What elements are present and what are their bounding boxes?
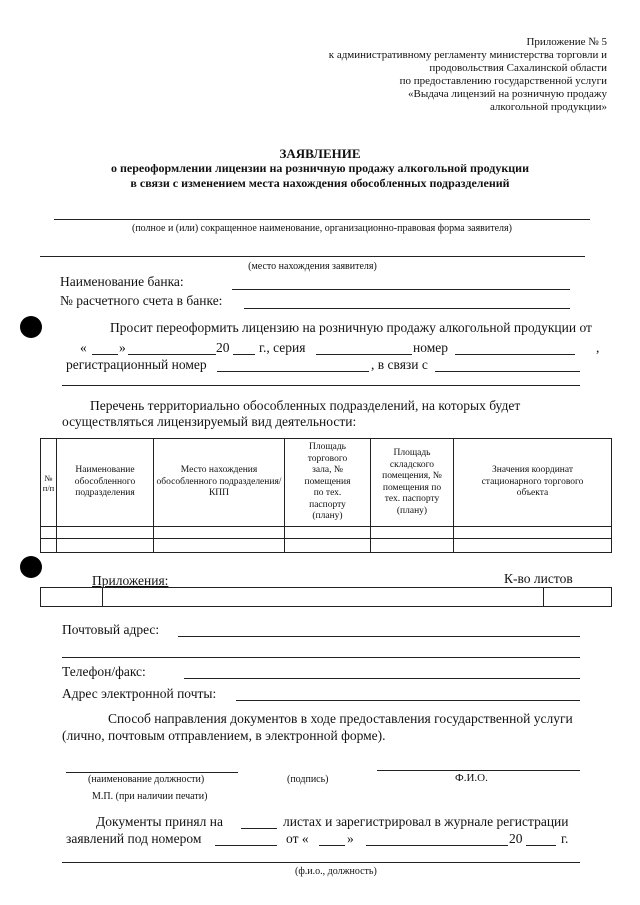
list-intro-line: Перечень территориально обособленных подразделений, на которых будет bbox=[90, 398, 521, 413]
table-cell[interactable] bbox=[285, 539, 371, 553]
title-main: ЗАЯВЛЕНИЕ bbox=[279, 146, 361, 161]
acceptor-caption: (ф.и.о., должность) bbox=[295, 866, 377, 877]
due-to-label: , в связи с bbox=[371, 357, 428, 372]
bank-field[interactable] bbox=[232, 289, 570, 290]
email-label: Адрес электронной почты: bbox=[62, 686, 217, 701]
appendix-line: Приложение № 5 bbox=[526, 36, 607, 48]
appendix-line: алкогольной продукции» bbox=[489, 101, 607, 113]
position-field[interactable] bbox=[66, 772, 238, 773]
bank-label: Наименование банка: bbox=[60, 274, 184, 289]
table-row[interactable] bbox=[41, 588, 612, 607]
reg-journal-number-field[interactable] bbox=[215, 845, 277, 846]
acceptance-year-field[interactable] bbox=[526, 845, 556, 846]
series-label: г., серия bbox=[259, 340, 306, 355]
postal-field-cont[interactable] bbox=[62, 657, 580, 658]
account-field[interactable] bbox=[244, 308, 570, 309]
table-cell[interactable] bbox=[154, 539, 285, 553]
col-header: Место нахождения обособленного подразделения/КПП bbox=[154, 439, 285, 527]
quote-open: « bbox=[80, 340, 87, 355]
reg-number-label: регистрационный номер bbox=[66, 357, 207, 372]
phone-field[interactable] bbox=[184, 678, 580, 679]
table-cell[interactable] bbox=[371, 527, 454, 539]
postal-field[interactable] bbox=[178, 636, 580, 637]
phone-label: Телефон/факс: bbox=[62, 664, 146, 679]
col-header: Наименование обособленного подразделения bbox=[57, 439, 154, 527]
table-cell[interactable] bbox=[285, 527, 371, 539]
table-cell[interactable] bbox=[41, 539, 57, 553]
appendix-header bbox=[307, 36, 607, 114]
license-month-field[interactable] bbox=[128, 354, 216, 355]
acceptance-year-prefix: 20 bbox=[509, 831, 523, 846]
acceptor-fio-field[interactable] bbox=[62, 862, 580, 863]
title-sub: о переоформлении лицензии на розничную продажу алкогольной продукции bbox=[110, 161, 530, 175]
col-header: Площадь торгового зала, № помещения по тех. паспорту (плану) bbox=[285, 439, 371, 527]
attachments-table bbox=[40, 587, 612, 607]
table-row[interactable] bbox=[41, 539, 612, 553]
accepted-label: Документы принял на bbox=[96, 814, 223, 829]
title-sub: в связи с изменением места нахождения обособленных подразделений bbox=[130, 176, 510, 190]
position-caption: (наименование должности) bbox=[88, 774, 205, 785]
quote-close: » bbox=[119, 340, 126, 355]
document-title bbox=[0, 146, 640, 191]
table-cell[interactable] bbox=[371, 539, 454, 553]
stamp-label: М.П. (при наличии печати) bbox=[92, 791, 208, 802]
punch-hole bbox=[20, 316, 42, 338]
from-label: от « bbox=[286, 831, 309, 846]
reg-number-field[interactable] bbox=[217, 371, 369, 372]
applicant-location-line[interactable] bbox=[40, 256, 585, 257]
under-number-label: заявлений под номером bbox=[66, 831, 202, 846]
delivery-line: (лично, почтовым отправлением, в электронной форме). bbox=[62, 728, 386, 743]
attachments-label: Приложения: bbox=[92, 573, 169, 588]
fio-field[interactable] bbox=[377, 770, 580, 771]
list-intro-line: осуществляться лицензируемый вид деятельности: bbox=[62, 414, 357, 429]
quote-close: » bbox=[347, 831, 354, 846]
table-row[interactable] bbox=[41, 527, 612, 539]
applicant-location-caption: (место нахождения заявителя) bbox=[248, 261, 377, 272]
account-label: № расчетного счета в банке: bbox=[60, 293, 223, 308]
number-label: номер bbox=[413, 340, 449, 355]
appendix-line: к административному регламенту министерства торговли и bbox=[328, 49, 607, 61]
sheets-count-label: К-во листов bbox=[504, 571, 573, 586]
appendix-line: по предоставлению государственной услуги bbox=[399, 75, 607, 87]
email-field[interactable] bbox=[236, 700, 580, 701]
col-header: Значения координат стационарного торгового объекта bbox=[454, 439, 612, 527]
acceptance-day-field[interactable] bbox=[319, 845, 345, 846]
table-cell[interactable] bbox=[57, 527, 154, 539]
table-cell[interactable] bbox=[57, 539, 154, 553]
table-header-row bbox=[41, 439, 612, 527]
table-cell[interactable] bbox=[454, 527, 612, 539]
year-prefix: 20 bbox=[216, 340, 230, 355]
series-field[interactable] bbox=[316, 354, 412, 355]
table-cell[interactable] bbox=[454, 539, 612, 553]
appendix-line: «Выдача лицензий на розничную продажу bbox=[407, 88, 607, 100]
appendix-line: продовольствия Сахалинской области bbox=[429, 62, 607, 74]
subdivisions-table bbox=[40, 438, 612, 553]
license-day-field[interactable] bbox=[92, 354, 118, 355]
applicant-name-line[interactable] bbox=[54, 219, 590, 220]
col-header: Площадь складского помещения, № помещения по тех. паспорту (плану) bbox=[371, 439, 454, 527]
table-cell[interactable] bbox=[41, 588, 103, 607]
sheets-field[interactable] bbox=[241, 828, 277, 829]
fio-label: Ф.И.О. bbox=[455, 772, 488, 784]
table-cell[interactable] bbox=[544, 588, 612, 607]
acceptance-month-field[interactable] bbox=[366, 845, 508, 846]
registered-label: листах и зарегистрировал в журнале регистрации bbox=[283, 814, 569, 829]
col-header: № п/п bbox=[41, 439, 57, 527]
due-to-field[interactable] bbox=[435, 371, 580, 372]
due-to-field-cont[interactable] bbox=[62, 385, 580, 386]
postal-label: Почтовый адрес: bbox=[62, 622, 160, 637]
sign-caption: (подпись) bbox=[287, 774, 329, 785]
request-text: Просит переоформить лицензию на розничную продажу алкогольной продукции от bbox=[110, 320, 592, 335]
license-year-field[interactable] bbox=[233, 354, 255, 355]
delivery-line: Способ направления документов в ходе предоставления государственной услуги bbox=[108, 711, 573, 726]
year-suffix: г. bbox=[561, 831, 569, 846]
number-field[interactable] bbox=[455, 354, 575, 355]
comma: , bbox=[596, 340, 600, 355]
table-cell[interactable] bbox=[103, 588, 544, 607]
applicant-name-caption: (полное и (или) сокращенное наименование, организационно-правовая форма заявителя) bbox=[132, 223, 512, 234]
table-cell[interactable] bbox=[154, 527, 285, 539]
punch-hole bbox=[20, 556, 42, 578]
table-cell[interactable] bbox=[41, 527, 57, 539]
